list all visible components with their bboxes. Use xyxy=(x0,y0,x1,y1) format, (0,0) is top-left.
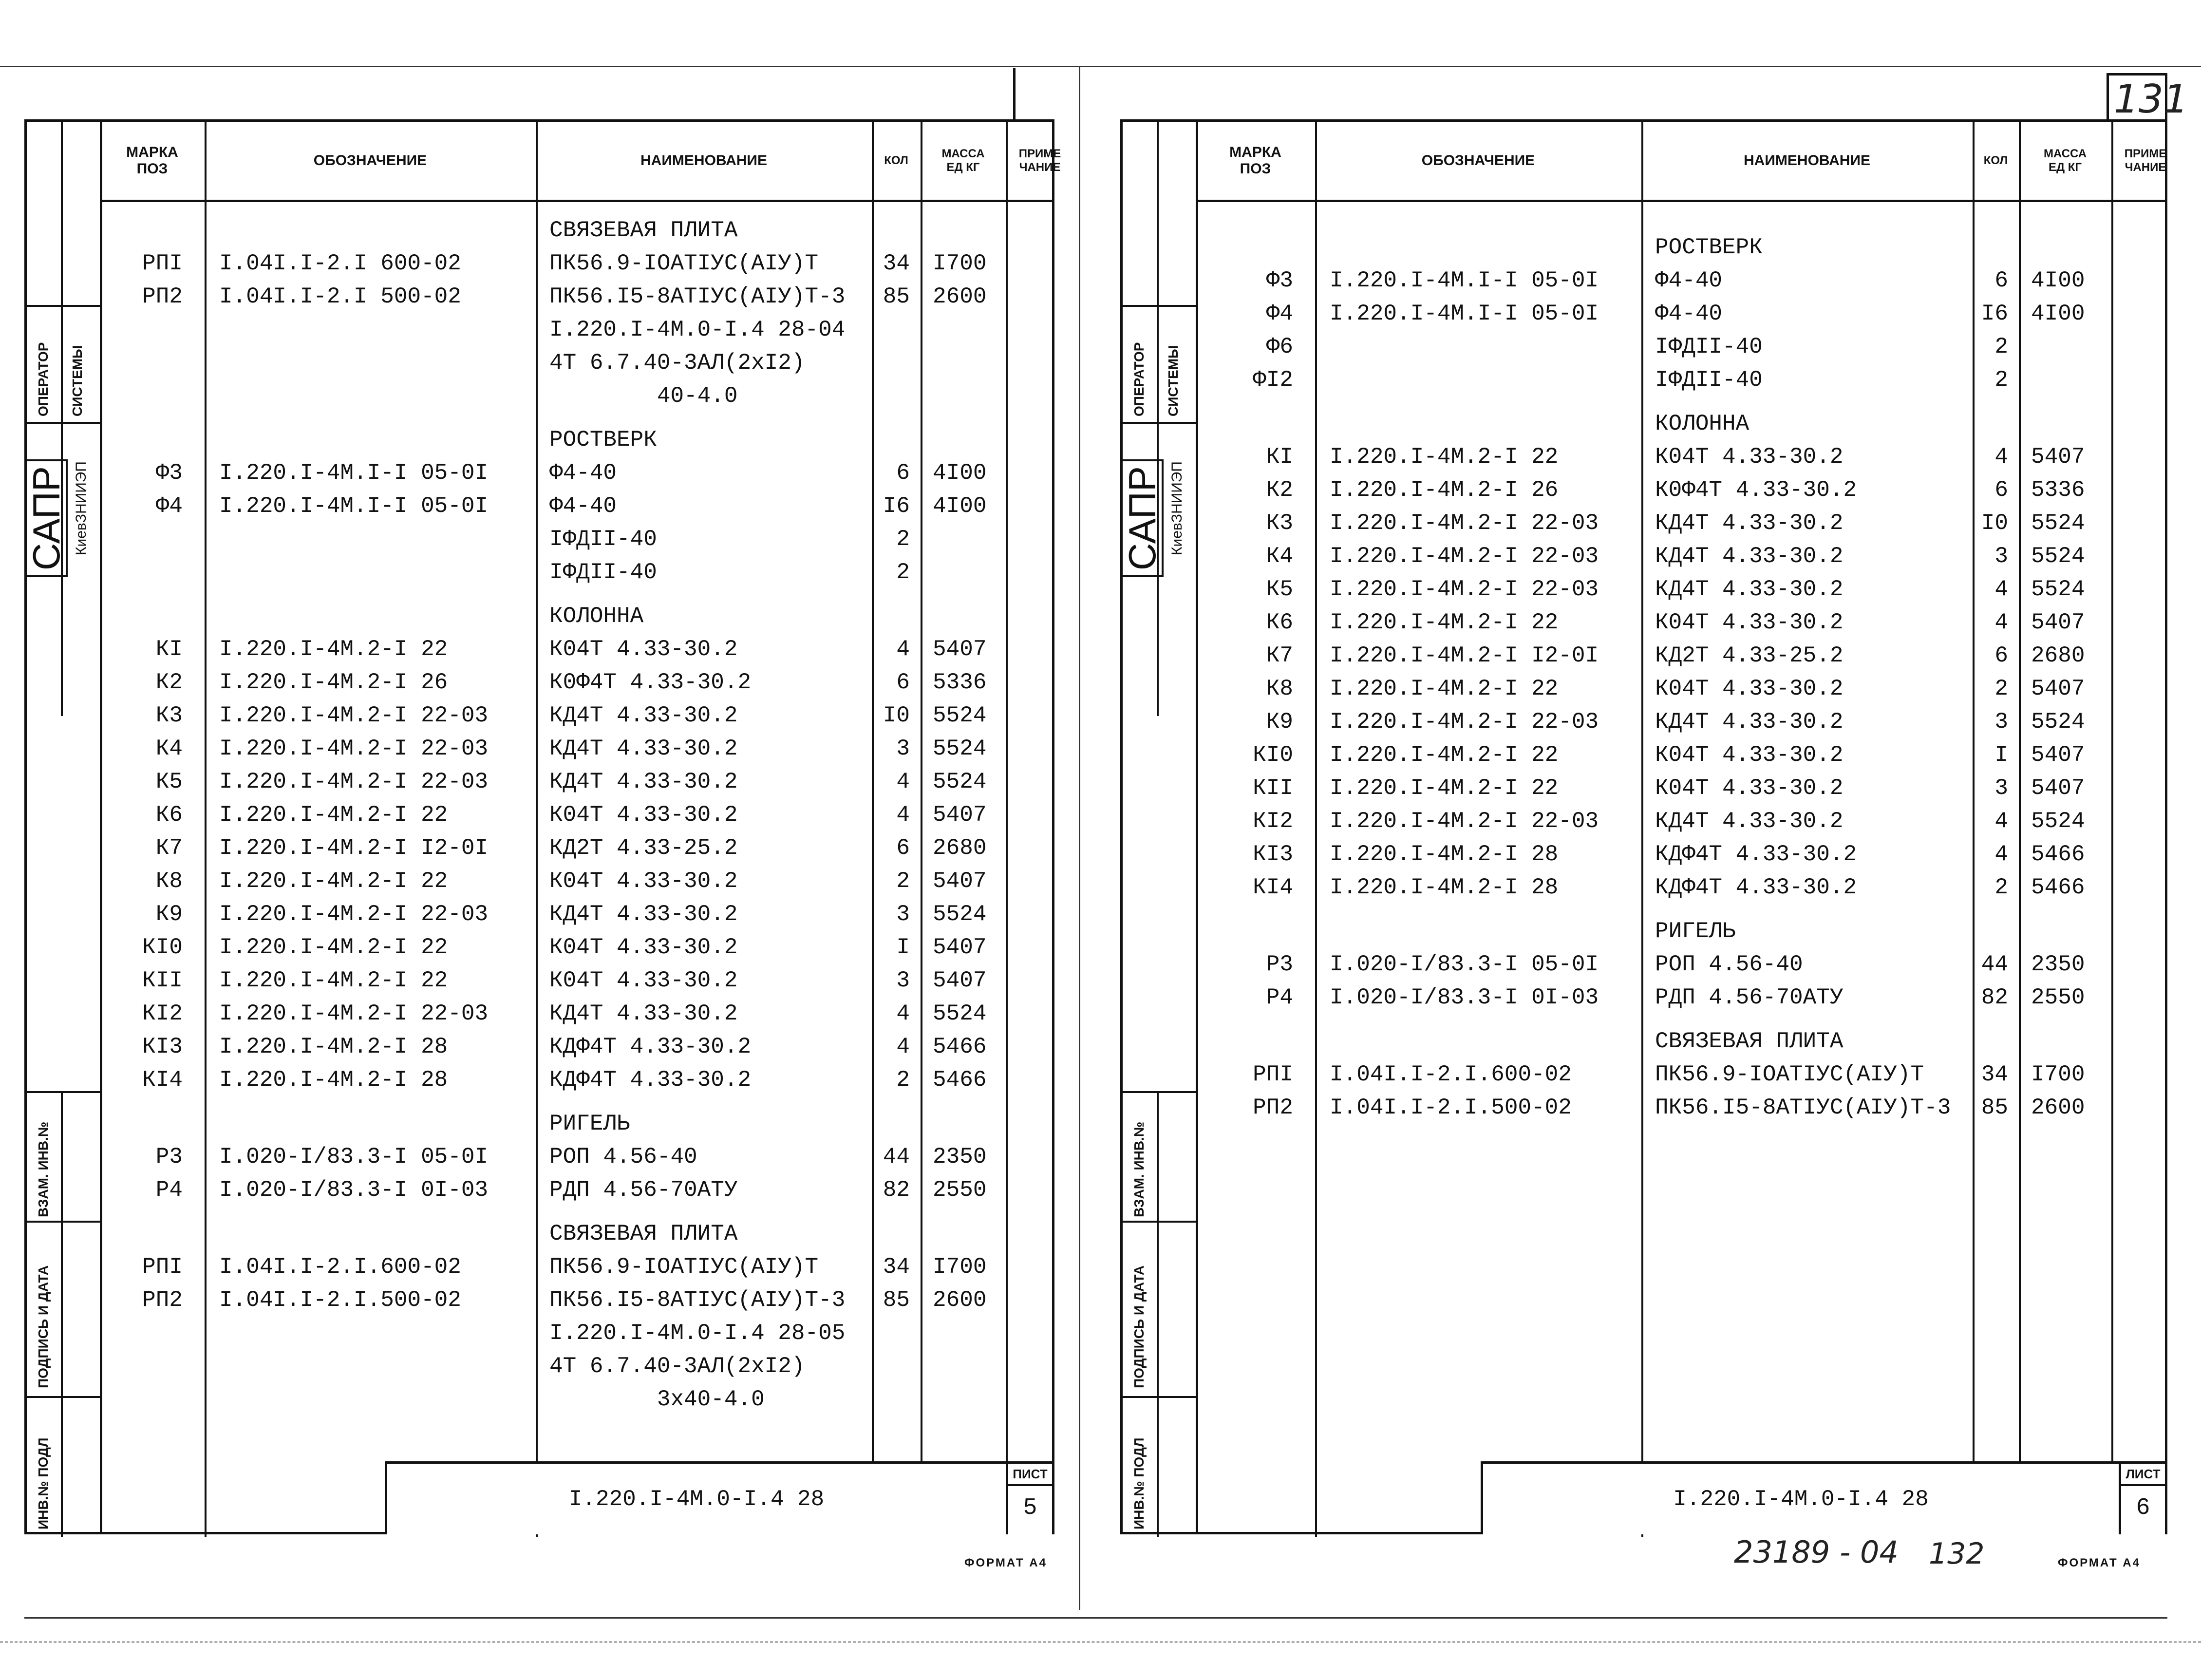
right-row-mark: РПI xyxy=(1253,1062,1293,1087)
left-header-mass: МАССА ЕД КГ xyxy=(941,147,985,174)
right-sheet xyxy=(1120,119,2167,1534)
right-row-mass: 5466 xyxy=(2031,842,2085,867)
left-row-mark: Ф3 xyxy=(155,460,183,486)
operator-label: ОПЕРАТОР xyxy=(36,342,51,416)
left-row-designation: I.220.I-4M.2-I 22 xyxy=(219,802,448,828)
right-row-mass: 5524 xyxy=(2031,510,2085,536)
right-row-qty: I0 xyxy=(1981,510,2008,536)
left-row-qty: 4 xyxy=(896,1034,910,1059)
left-row-designation: I.04I.I-2.I 600-02 xyxy=(219,251,461,276)
right-row-mass: 4I00 xyxy=(2031,301,2085,326)
left-row-designation: I.220.I-4M.2-I 22-03 xyxy=(219,1001,489,1026)
right-row-name: К0Ф4Т 4.33-30.2 xyxy=(1655,477,1857,503)
right-row-designation: I.220.I-4M.2-I 22-03 xyxy=(1330,544,1599,569)
left-header-note: ПРИМЕ ЧАНИЕ xyxy=(1018,147,1061,174)
left-row-qty: 6 xyxy=(896,835,910,861)
right-row-name: КД4Т 4.33-30.2 xyxy=(1655,809,1844,834)
right-row-name: Ф4-40 xyxy=(1655,268,1723,293)
left-row-designation: I.220.I-4M.2-I 22-03 xyxy=(219,703,489,728)
left-row-designation: I.220.I-4M.2-I 22 xyxy=(219,868,448,894)
right-row-designation: I.020-I/83.3-I 0I-03 xyxy=(1330,985,1599,1010)
left-row-name: К04Т 4.33-30.2 xyxy=(549,868,738,894)
left-row-name: ПК56.I5-8АТIУС(АIУ)Т-3 xyxy=(549,1287,846,1313)
left-row-qty: 85 xyxy=(883,284,910,309)
left-row-mark: К3 xyxy=(155,703,183,728)
system-label: СИСТЕМЫ xyxy=(70,345,85,416)
right-row-mark: Ф4 xyxy=(1266,301,1293,326)
left-row-qty: 2 xyxy=(896,1067,910,1093)
left-row-mark: К7 xyxy=(155,835,183,861)
right-row-mark: Ф3 xyxy=(1266,268,1293,293)
left-row-qty: 3 xyxy=(896,736,910,761)
right-row-designation: I.220.I-4M.2-I 22-03 xyxy=(1330,510,1599,536)
right-row-qty: 85 xyxy=(1981,1095,2008,1120)
left-row-mark: К2 xyxy=(155,670,183,695)
right-row-name: К04Т 4.33-30.2 xyxy=(1655,610,1844,635)
right-format-label: ФОРМАТ А4 xyxy=(2058,1556,2141,1569)
handwritten-code: 23189 - 04 xyxy=(1734,1534,1899,1570)
left-row-mass: 4I00 xyxy=(933,493,987,519)
left-row-mass: 4I00 xyxy=(933,460,987,486)
left-header-designation: ОБОЗНАЧЕНИЕ xyxy=(313,152,427,169)
right-row-mark: ФI2 xyxy=(1253,367,1293,393)
left-row-mark: Р3 xyxy=(155,1144,183,1170)
left-row-designation: I.04I.I-2.I 500-02 xyxy=(219,284,461,309)
right-row-name: РИГЕЛЬ xyxy=(1655,919,1736,944)
left-row-mass: 5407 xyxy=(933,802,987,828)
vzam-label-r: ВЗАМ. ИНВ.№ xyxy=(1131,1121,1147,1217)
right-row-mark: Р3 xyxy=(1266,952,1293,977)
right-row-mass: 4I00 xyxy=(2031,268,2085,293)
page-number: 131 xyxy=(2114,76,2188,122)
left-doc-code: I.220.I-4M.0-I.4 28 xyxy=(568,1486,825,1512)
right-row-qty: 4 xyxy=(1994,577,2008,602)
left-row-mass: 5524 xyxy=(933,1001,987,1026)
right-header-name: НАИМЕНОВАНИЕ xyxy=(1744,152,1870,169)
right-row-name: К04Т 4.33-30.2 xyxy=(1655,775,1844,801)
left-row-qty: 4 xyxy=(896,637,910,662)
right-row-mass: 5407 xyxy=(2031,444,2085,470)
left-row-qty: 3 xyxy=(896,902,910,927)
left-row-qty: 3 xyxy=(896,968,910,993)
right-row-qty: 6 xyxy=(1994,268,2008,293)
right-row-designation: I.220.I-4M.I-I 05-0I xyxy=(1330,301,1599,326)
right-row-designation: I.220.I-4M.2-I 28 xyxy=(1330,875,1559,900)
left-row-name: СВЯЗЕВАЯ ПЛИТА xyxy=(549,218,738,243)
right-row-qty: 2 xyxy=(1994,676,2008,701)
left-row-designation: I.020-I/83.3-I 05-0I xyxy=(219,1144,489,1170)
right-row-name: РОСТВЕРК xyxy=(1655,235,1763,260)
inv-podl-label: ИНВ.№ ПОДЛ xyxy=(36,1437,51,1529)
left-header-divider xyxy=(100,200,1052,202)
right-row-designation: I.220.I-4M.2-I 22 xyxy=(1330,775,1559,801)
left-row-name: К04Т 4.33-30.2 xyxy=(549,637,738,662)
left-row-mass: 5336 xyxy=(933,670,987,695)
left-row-mark: КI3 xyxy=(142,1034,183,1059)
left-row-mass: 2550 xyxy=(933,1177,987,1203)
sapr-label-r: САПР xyxy=(1121,459,1164,577)
left-row-name: Ф4-40 xyxy=(549,460,617,486)
right-row-name: КДФ4Т 4.33-30.2 xyxy=(1655,875,1857,900)
sapr-label: САПР xyxy=(25,459,68,577)
right-row-name: IФДII-40 xyxy=(1655,367,1763,393)
operator-label-r: ОПЕРАТОР xyxy=(1131,342,1147,416)
left-row-mark: РПI xyxy=(142,251,183,276)
left-row-name: Ф4-40 xyxy=(549,493,617,519)
left-corner-box xyxy=(1013,68,1057,122)
left-row-name: 40-4.0 xyxy=(549,383,738,409)
left-row-name: КД4Т 4.33-30.2 xyxy=(549,1001,738,1026)
left-row-qty: I6 xyxy=(883,493,910,519)
right-column-divider xyxy=(2019,122,2021,1461)
right-row-mark: К6 xyxy=(1266,610,1293,635)
right-row-qty: 2 xyxy=(1994,875,2008,900)
right-row-designation: I.220.I-4M.2-I 28 xyxy=(1330,842,1559,867)
right-row-qty: 3 xyxy=(1994,709,2008,735)
left-row-designation: I.020-I/83.3-I 0I-03 xyxy=(219,1177,489,1203)
left-header-qty: КОЛ xyxy=(884,154,908,168)
right-row-name: КД4Т 4.33-30.2 xyxy=(1655,544,1844,569)
right-row-designation: I.220.I-4M.2-I 22 xyxy=(1330,610,1559,635)
center-fold-line xyxy=(1079,66,1080,1610)
right-row-name: КД4Т 4.33-30.2 xyxy=(1655,709,1844,735)
right-row-qty: 4 xyxy=(1994,842,2008,867)
right-header-note: ПРИМЕ ЧАНИЕ xyxy=(2124,147,2167,174)
right-row-mark: КI4 xyxy=(1253,875,1293,900)
left-row-designation: I.220.I-4M.2-I 22-03 xyxy=(219,769,489,794)
right-row-qty: I xyxy=(1994,742,2008,768)
left-row-qty: 4 xyxy=(896,802,910,828)
right-row-mass: 5407 xyxy=(2031,775,2085,801)
left-row-qty: 2 xyxy=(896,868,910,894)
left-row-designation: I.220.I-4M.2-I 22-03 xyxy=(219,736,489,761)
right-row-name: СВЯЗЕВАЯ ПЛИТА xyxy=(1655,1029,1844,1054)
right-row-mass: I700 xyxy=(2031,1062,2085,1087)
right-row-mark: К5 xyxy=(1266,577,1293,602)
right-row-qty: 6 xyxy=(1994,643,2008,668)
handwritten-page: 132 xyxy=(1929,1537,1985,1571)
left-row-qty: I0 xyxy=(883,703,910,728)
right-row-designation: I.220.I-4M.2-I 22-03 xyxy=(1330,709,1599,735)
left-row-qty: 34 xyxy=(883,251,910,276)
right-row-name: КДФ4Т 4.33-30.2 xyxy=(1655,842,1857,867)
right-row-qty: 4 xyxy=(1994,610,2008,635)
left-row-mark: РПI xyxy=(142,1254,183,1280)
left-row-mark: К8 xyxy=(155,868,183,894)
left-margin-bar xyxy=(61,122,102,1532)
right-header-mark: МАРКА ПОЗ xyxy=(1229,144,1281,177)
right-row-mark: КII xyxy=(1253,775,1293,801)
left-row-qty: 82 xyxy=(883,1177,910,1203)
right-row-mark: КI xyxy=(1266,444,1293,470)
left-column-divider xyxy=(205,122,207,1537)
right-row-designation: I.220.I-4M.2-I 22 xyxy=(1330,742,1559,768)
left-sheet-cell xyxy=(1006,1464,1052,1534)
left-row-name: 4Т 6.7.40-3АЛ(2xI2) xyxy=(549,350,805,376)
right-row-name: К04Т 4.33-30.2 xyxy=(1655,444,1844,470)
left-row-mass: 5466 xyxy=(933,1034,987,1059)
right-row-mass: 2680 xyxy=(2031,643,2085,668)
right-row-name: К04Т 4.33-30.2 xyxy=(1655,676,1844,701)
left-row-qty: 6 xyxy=(896,460,910,486)
right-row-mass: 2550 xyxy=(2031,985,2085,1010)
institute-label-r: КиевЗНИИЭП xyxy=(1169,461,1185,555)
right-header-designation: ОБОЗНАЧЕНИЕ xyxy=(1421,152,1535,169)
right-row-designation: I.020-I/83.3-I 05-0I xyxy=(1330,952,1599,977)
left-row-qty: I xyxy=(896,935,910,960)
left-row-name: КДФ4Т 4.33-30.2 xyxy=(549,1067,752,1093)
right-row-designation: I.220.I-4M.I-I 05-0I xyxy=(1330,268,1599,293)
right-doc-code: I.220.I-4M.0-I.4 28 xyxy=(1673,1486,1929,1512)
left-row-name: ПК56.9-IОАТIУС(АIУ)Т xyxy=(549,251,819,276)
right-row-name: КОЛОННА xyxy=(1655,411,1750,436)
left-row-qty: 44 xyxy=(883,1144,910,1170)
left-row-qty: 4 xyxy=(896,769,910,794)
right-row-qty: 2 xyxy=(1994,367,2008,393)
left-header-name: НАИМЕНОВАНИЕ xyxy=(640,152,767,169)
top-edge-line xyxy=(0,66,2201,67)
right-row-qty: 3 xyxy=(1994,544,2008,569)
right-row-qty: 4 xyxy=(1994,444,2008,470)
right-row-name: ПК56.9-IОАТIУС(АIУ)Т xyxy=(1655,1062,1924,1087)
right-row-mark: К4 xyxy=(1266,544,1293,569)
right-sheet-number: 6 xyxy=(2136,1495,2150,1521)
left-row-name: К04Т 4.33-30.2 xyxy=(549,935,738,960)
left-row-mass: I700 xyxy=(933,251,987,276)
left-row-designation: I.04I.I-2.I.600-02 xyxy=(219,1254,461,1280)
left-row-name: КД4Т 4.33-30.2 xyxy=(549,902,738,927)
left-row-mass: 5524 xyxy=(933,902,987,927)
left-column-divider xyxy=(1006,122,1008,1461)
right-column-divider xyxy=(2111,122,2113,1461)
left-row-name: IФДII-40 xyxy=(549,560,657,585)
left-row-name: КД4Т 4.33-30.2 xyxy=(549,736,738,761)
left-row-mark: К9 xyxy=(155,902,183,927)
right-row-mass: 5524 xyxy=(2031,577,2085,602)
left-sheet xyxy=(24,119,1061,1534)
left-title-block xyxy=(385,1461,1054,1534)
left-row-name: КОЛОННА xyxy=(549,604,644,629)
right-row-name: Ф4-40 xyxy=(1655,301,1723,326)
right-row-mass: 5407 xyxy=(2031,742,2085,768)
left-row-designation: I.220.I-4M.2-I 28 xyxy=(219,1034,448,1059)
right-row-qty: I6 xyxy=(1981,301,2008,326)
right-row-name: РДП 4.56-70АТУ xyxy=(1655,985,1844,1010)
right-row-designation: I.220.I-4M.2-I 26 xyxy=(1330,477,1559,503)
left-row-qty: 4 xyxy=(896,1001,910,1026)
left-row-mass: 5407 xyxy=(933,968,987,993)
left-row-designation: I.220.I-4M.2-I 22-03 xyxy=(219,902,489,927)
right-sheet-label: ЛИСТ xyxy=(2121,1464,2165,1486)
left-row-mark: КII xyxy=(142,968,183,993)
right-row-designation: I.220.I-4M.2-I 22 xyxy=(1330,444,1559,470)
left-row-mass: 5524 xyxy=(933,703,987,728)
right-row-qty: 2 xyxy=(1994,334,2008,359)
right-column-divider xyxy=(1315,122,1317,1537)
right-margin-bar xyxy=(1157,122,1198,1532)
left-row-mass: 2680 xyxy=(933,835,987,861)
right-row-mass: 2350 xyxy=(2031,952,2085,977)
page-number-box xyxy=(2107,73,2188,122)
right-row-mass: 5336 xyxy=(2031,477,2085,503)
right-row-designation: I.220.I-4M.2-I 22-03 xyxy=(1330,809,1599,834)
left-row-designation: I.220.I-4M.I-I 05-0I xyxy=(219,460,489,486)
left-row-designation: I.220.I-4M.2-I 28 xyxy=(219,1067,448,1093)
left-column-divider xyxy=(921,122,922,1461)
right-row-mark: КI2 xyxy=(1253,809,1293,834)
right-header-mass: МАССА ЕД КГ xyxy=(2043,147,2087,174)
right-row-mass: 5466 xyxy=(2031,875,2085,900)
vzam-label: ВЗАМ. ИНВ.№ xyxy=(36,1121,51,1217)
institute-label: КиевЗНИИЭП xyxy=(73,461,89,555)
right-header-qty: КОЛ xyxy=(1983,154,2008,168)
left-row-designation: I.220.I-4M.I-I 05-0I xyxy=(219,493,489,519)
right-title-block xyxy=(1481,1461,2167,1534)
left-row-mark: КI0 xyxy=(142,935,183,960)
left-row-mass: I700 xyxy=(933,1254,987,1280)
left-row-name: 4Т 6.7.40-3АЛ(2xI2) xyxy=(549,1354,805,1379)
left-row-mark: К6 xyxy=(155,802,183,828)
right-spec-table xyxy=(1196,122,2165,1534)
left-row-designation: I.220.I-4M.2-I 22 xyxy=(219,935,448,960)
left-row-mark: РП2 xyxy=(142,1287,183,1313)
left-row-mark: Ф4 xyxy=(155,493,183,519)
left-row-name: К04Т 4.33-30.2 xyxy=(549,802,738,828)
right-row-mark: К3 xyxy=(1266,510,1293,536)
left-format-label: ФОРМАТ А4 xyxy=(964,1556,1047,1569)
right-row-mark: К7 xyxy=(1266,643,1293,668)
left-row-mass: 5524 xyxy=(933,736,987,761)
right-row-mass: 5407 xyxy=(2031,676,2085,701)
right-row-mark: К2 xyxy=(1266,477,1293,503)
left-row-name: I.220.I-4M.0-I.4 28-05 xyxy=(549,1321,846,1346)
left-column-divider xyxy=(536,122,538,1537)
right-row-mass: 5524 xyxy=(2031,544,2085,569)
right-row-mark: К9 xyxy=(1266,709,1293,735)
right-row-qty: 44 xyxy=(1981,952,2008,977)
right-row-name: КД4Т 4.33-30.2 xyxy=(1655,577,1844,602)
left-row-name: КД4Т 4.33-30.2 xyxy=(549,769,738,794)
left-row-name: СВЯЗЕВАЯ ПЛИТА xyxy=(549,1221,738,1246)
left-row-designation: I.04I.I-2.I.500-02 xyxy=(219,1287,461,1313)
left-row-name: КД4Т 4.33-30.2 xyxy=(549,703,738,728)
left-row-mass: 5466 xyxy=(933,1067,987,1093)
left-row-name: ПК56.I5-8АТIУС(АIУ)Т-3 xyxy=(549,284,846,309)
bottom-edge-line xyxy=(24,1617,2167,1619)
left-row-name: 3x40-4.0 xyxy=(549,1387,765,1412)
left-row-name: РОП 4.56-40 xyxy=(549,1144,697,1170)
inv-podl-label-r: ИНВ.№ ПОДЛ xyxy=(1131,1437,1147,1529)
left-row-mark: Р4 xyxy=(155,1177,183,1203)
right-row-designation: I.220.I-4M.2-I 22 xyxy=(1330,676,1559,701)
right-row-mass: 5524 xyxy=(2031,809,2085,834)
left-row-name: РОСТВЕРК xyxy=(549,427,657,453)
left-sheet-number: 5 xyxy=(1023,1495,1037,1521)
left-row-name: К0Ф4Т 4.33-30.2 xyxy=(549,670,752,695)
right-sheet-cell xyxy=(2119,1464,2165,1534)
left-row-mass: 2600 xyxy=(933,284,987,309)
left-row-mass: 2350 xyxy=(933,1144,987,1170)
right-row-mark: Ф6 xyxy=(1266,334,1293,359)
left-row-designation: I.220.I-4M.2-I 22 xyxy=(219,637,448,662)
right-row-name: IФДII-40 xyxy=(1655,334,1763,359)
right-row-qty: 34 xyxy=(1981,1062,2008,1087)
left-row-qty: 2 xyxy=(896,527,910,552)
right-row-qty: 6 xyxy=(1994,477,2008,503)
right-row-designation: I.04I.I-2.I.600-02 xyxy=(1330,1062,1572,1087)
left-row-qty: 6 xyxy=(896,670,910,695)
right-row-mark: РП2 xyxy=(1253,1095,1293,1120)
right-row-mass: 5407 xyxy=(2031,610,2085,635)
right-row-name: РОП 4.56-40 xyxy=(1655,952,1803,977)
left-row-name: КДФ4Т 4.33-30.2 xyxy=(549,1034,752,1059)
system-label-r: СИСТЕМЫ xyxy=(1166,345,1181,416)
left-row-designation: I.220.I-4M.2-I 22 xyxy=(219,968,448,993)
right-row-name: КД4Т 4.33-30.2 xyxy=(1655,510,1844,536)
left-row-name: IФДII-40 xyxy=(549,527,657,552)
left-row-mark: КI xyxy=(155,637,183,662)
right-row-mass: 5524 xyxy=(2031,709,2085,735)
left-row-name: ПК56.9-IОАТIУС(АIУ)Т xyxy=(549,1254,819,1280)
right-row-designation: I.04I.I-2.I.500-02 xyxy=(1330,1095,1572,1120)
right-row-name: КД2Т 4.33-25.2 xyxy=(1655,643,1844,668)
right-row-designation: I.220.I-4M.2-I 22-03 xyxy=(1330,577,1599,602)
left-row-mass: 5524 xyxy=(933,769,987,794)
right-row-qty: 82 xyxy=(1981,985,2008,1010)
right-row-mark: КI0 xyxy=(1253,742,1293,768)
left-spec-table xyxy=(100,122,1061,1534)
right-column-divider xyxy=(1641,122,1643,1537)
left-row-mark: РП2 xyxy=(142,284,183,309)
left-row-mark: КI4 xyxy=(142,1067,183,1093)
left-row-qty: 34 xyxy=(883,1254,910,1280)
left-row-qty: 2 xyxy=(896,560,910,585)
left-row-mass: 5407 xyxy=(933,637,987,662)
left-sheet-label: ПИСТ xyxy=(1008,1464,1052,1486)
right-row-mark: Р4 xyxy=(1266,985,1293,1010)
right-row-mark: КI3 xyxy=(1253,842,1293,867)
left-row-mark: КI2 xyxy=(142,1001,183,1026)
left-row-name: I.220.I-4M.0-I.4 28-04 xyxy=(549,317,846,342)
left-row-mass: 5407 xyxy=(933,935,987,960)
left-row-name: КД2Т 4.33-25.2 xyxy=(549,835,738,861)
signature-label-r: ПОДПИСЬ И ДАТА xyxy=(1131,1265,1147,1388)
right-row-qty: 3 xyxy=(1994,775,2008,801)
left-row-mass: 2600 xyxy=(933,1287,987,1313)
left-row-designation: I.220.I-4M.2-I 26 xyxy=(219,670,448,695)
signature-label: ПОДПИСЬ И ДАТА xyxy=(36,1265,51,1388)
right-row-mark: К8 xyxy=(1266,676,1293,701)
left-row-name: РИГЕЛЬ xyxy=(549,1111,630,1136)
left-header-mark: МАРКА ПОЗ xyxy=(126,144,178,177)
left-row-mark: К4 xyxy=(155,736,183,761)
left-row-mark: К5 xyxy=(155,769,183,794)
right-row-name: К04Т 4.33-30.2 xyxy=(1655,742,1844,768)
right-row-mass: 2600 xyxy=(2031,1095,2085,1120)
right-row-designation: I.220.I-4M.2-I I2-0I xyxy=(1330,643,1599,668)
right-row-qty: 4 xyxy=(1994,809,2008,834)
left-row-qty: 85 xyxy=(883,1287,910,1313)
left-row-name: К04Т 4.33-30.2 xyxy=(549,968,738,993)
left-row-designation: I.220.I-4M.2-I I2-0I xyxy=(219,835,489,861)
left-row-mass: 5407 xyxy=(933,868,987,894)
left-row-name: РДП 4.56-70АТУ xyxy=(549,1177,738,1203)
right-row-name: ПК56.I5-8АТIУС(АIУ)Т-3 xyxy=(1655,1095,1951,1120)
